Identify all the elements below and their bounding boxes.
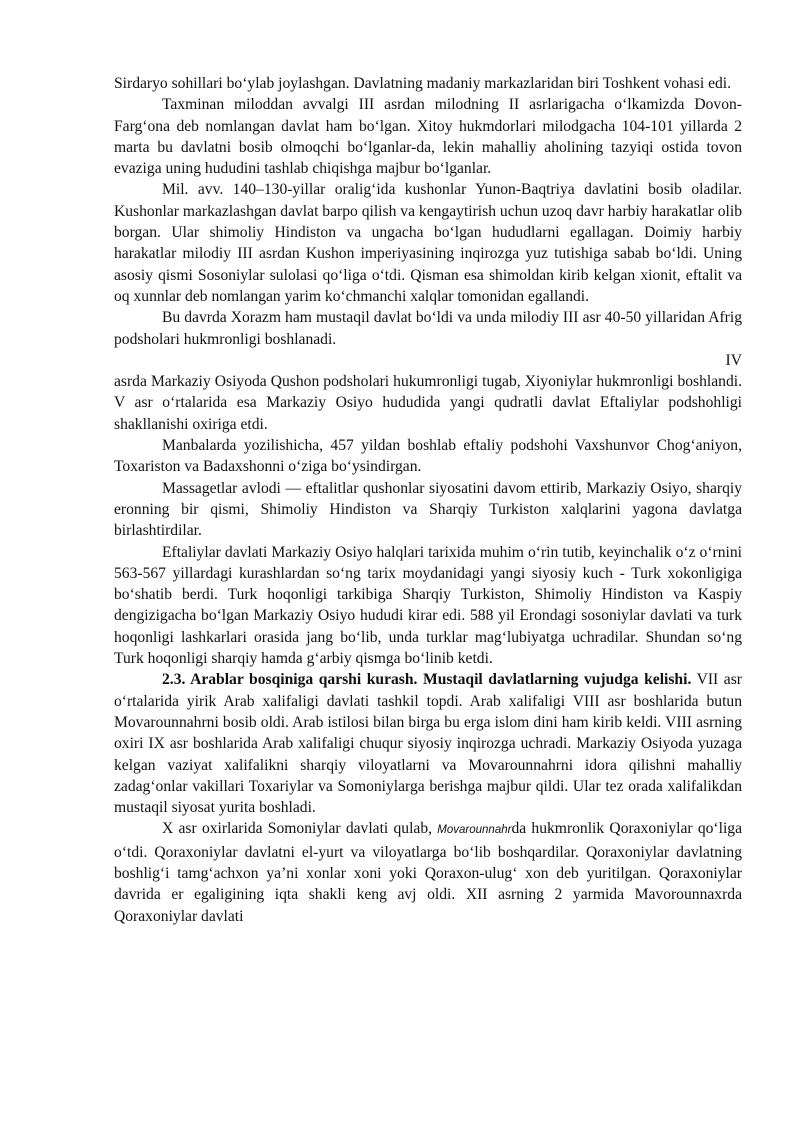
paragraph-vaxshunvor: Manbalarda yozilishicha, 457 yildan boshlab eftaliy podshohi Vaxshunvor Chog‘aniyon, Toxariston va Badaxshonni o‘ziga bo‘ysindirgan. [114,437,742,476]
paragraph-arablar [114,669,742,818]
qoraxoniylar-text-rest: da hukmronlik Qoraxoniylar qo‘liga o‘tdi. Qoraxoniylar davlatni el-yurt va viloyatlarga bo‘lib boshqardilar. Qoraxoniylar davlatning boshlig‘i tamg‘achxon ya’ni xonlar xoni yoki Qoraxon-ulug‘ xon deb yuritilgan. Qoraxoniylar davrida er egaligining iqta shakli keng avj oldi. XII asrning 2 yarmida Mavorounnaxrda Qoraxoniylar davlati [114,820,742,925]
paragraph-iv-label: IV [725,351,742,369]
section-heading: 2.3. Arablar bosqiniga qarshi kurash. Mustaqil davlatlarning vujudga kelishi. [162,671,692,689]
paragraph-qoraxoniylar [114,818,742,926]
paragraph-sirdaryo: Sirdaryo sohillari bo‘ylab joylashgan. Davlatning madaniy markazlaridan biri Toshkent vohasi edi. [114,75,732,92]
paragraph-eftaliylar: Eftaliylar davlati Markaziy Osiyo halqlari tarixida muhim o‘rin tutib, keyinchalik o‘z o‘rnini 563-567 yillardagi kurashlardan so‘ng tarix moydanidagi yangi siyosiy kuch - Turk xokonligiga bo‘shatib berdi. Turk hoqonligi tarkibiga Sharqiy Turkiston, Shimoliy Hindiston va Kaspiy dengizigacha bo‘lgan Markaziy Osiyo hududi kirar edi. 588 yil Erondagi sosoniylar davlati va turk hoqonligi lashkarlari orasida jang bo‘lib, unda turklar mag‘lubiyatga uchradilar. Shundan so‘ng Turk hoqonligi sharqiy hamda g‘arbiy qismga bo‘linib ketdi. [114,543,742,668]
paragraph-xorazm: Bu davrda Xorazm ham mustaqil davlat bo‘ldi va unda milodiy III asr 40-50 yillaridan Afrig podsholari hukmronligi boshlanadi. [114,309,742,348]
movarounnahr-word: Movarounnahr [437,824,512,837]
section-body: VII asr o‘rtalarida yirik Arab xalifaligi davlati tashkil topdi. Arab xalifaligi VIII asr boshlarida butun Movarounnahrni bosib oldi. Arab istilosi bilan birga bu erga islom dini ham kirib keldi. VIII asrning oxiri IX asr boshlarida Arab xalifaligi chuqur siyosiy inqirozga uchradi. Markaziy Osiyoda yuzaga kelgan vaziyat xalifalikni sharqiy viloyatlarni va Movarounnahrni idora qilishni mahalliy zadag‘onlar vakillari Toxariylar va Somoniylarga berishga majbur qildi. Ular tez orada xalifalikdan mustaqil siyosat yurita boshladi. [114,671,742,817]
qoraxoniylar-text-start: X asr oxirlarida Somoniylar davlati qulab, [162,820,438,838]
paragraph-massagetlar: Massagetlar avlodi — eftalitlar qushonlar siyosatini davom ettirib, Markaziy Osiyo, sharqiy eronning bir qismi, Shimoliy Hindiston va Sharqiy Turkiston xalqlarini yagona davlatga birlashtirdilar. [114,479,742,540]
paragraph-dovon-fargona: Taxminan miloddan avvalgi III asrdan milodning II asrlarigacha o‘lkamizda Dovon-Farg‘ona deb nomlangan davlat ham bo‘lgan. Xitoy hukmdorlari milodgacha 104-101 yillarda 2 marta bu davlatni bosib olmoqchi bo‘lganlar-da, lekin mahalliy aholining tazyiqi ostida tovon evaziga uning hududini tashlab chiqishga majbur bo‘lganlar. [114,96,742,178]
paragraph-kushonlar: Mil. avv. 140–130-yillar oralig‘ida kushonlar Yunon-Baqtriya davlatini bosib oladilar. Kushonlar markazlashgan davlat barpo qilish va kengaytirish uchun uzoq davr harbiy harakatlar olib borgan. Ular shimoliy Hindiston va ungacha bo‘lgan hududlarni egallagan. Doimiy harbiy harakatlar milodiy III asrdan Kushon imperiyasining inqirozga yuz tutishiga sabab bo‘ldi. Uning asosiy qismi Sosoniylar sulolasi qo‘liga o‘tdi. Qisman esa shimoldan kirib kelgan xionit, eftalit va oq xunnlar deb nomlangan yarim ko‘chmanchi xalqlar tomonidan egallandi. [114,181,742,305]
paragraph-xiyoniylar: asrda Markaziy Osiyoda Qushon podsholari hukumronligi tugab, Xiyoniylar hukmronligi boshlandi. V asr o‘rtalarida esa Markaziy Osiyo hududida yangi qudratli davlat Eftaliylar podshohligi shakllanishi oxiriga etdi. [114,373,742,433]
document-page [114,73,742,927]
